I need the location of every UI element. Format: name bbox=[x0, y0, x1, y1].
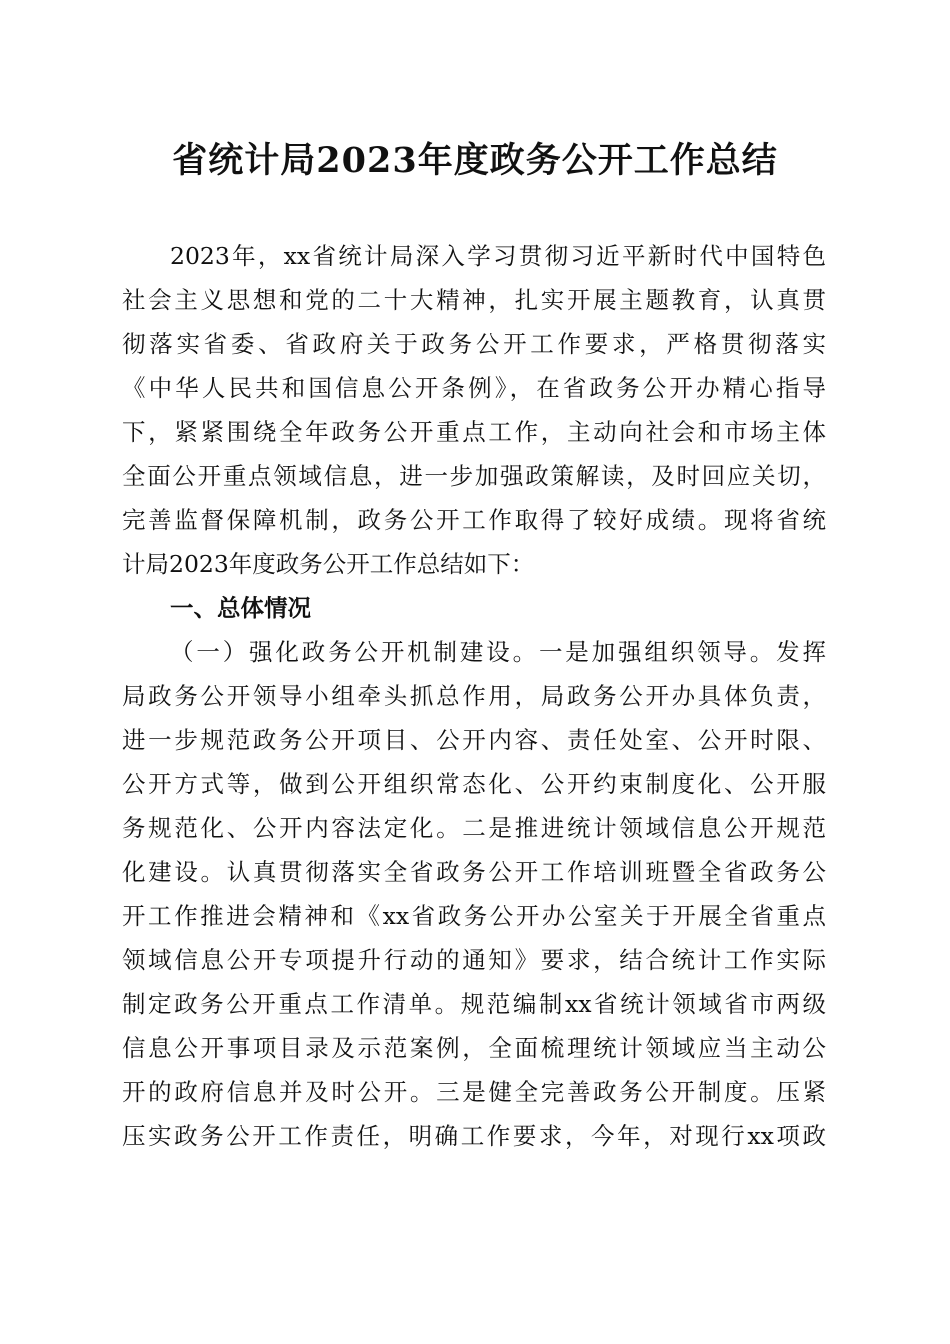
paragraph-line: 局政务公开领导小组牵头抓总作用，局政务公开办具体负责， bbox=[122, 682, 826, 710]
paragraph-line: 信息公开事项目录及示范案例，全面梳理统计领域应当主动公 bbox=[122, 1034, 826, 1062]
paragraph-line: 公开方式等，做到公开组织常态化、公开约束制度化、公开服 bbox=[122, 770, 826, 798]
paragraph-line: 进一步规范政务公开项目、公开内容、责任处室、公开时限、 bbox=[122, 726, 826, 754]
paragraph-line: 计局2023年度政务公开工作总结如下： bbox=[122, 550, 535, 578]
paragraph-line: 《中华人民共和国信息公开条例》，在省政务公开办精心指导 bbox=[122, 374, 826, 402]
section-heading: 一、总体情况 bbox=[170, 594, 311, 622]
paragraph-line: 压实政务公开工作责任，明确工作要求，今年，对现行xx项政 bbox=[122, 1122, 826, 1150]
paragraph-line: 完善监督保障机制，政务公开工作取得了较好成绩。现将省统 bbox=[122, 506, 826, 534]
document-title: 省统计局2023年度政务公开工作总结 bbox=[172, 140, 778, 181]
paragraph-line: 全面公开重点领域信息，进一步加强政策解读，及时回应关切， bbox=[122, 462, 826, 490]
paragraph-line: 开工作推进会精神和《xx省政务公开办公室关于开展全省重点 bbox=[122, 902, 826, 930]
paragraph-line: 务规范化、公开内容法定化。二是推进统计领域信息公开规范 bbox=[122, 814, 826, 842]
paragraph-line: 制定政务公开重点工作清单。规范编制xx省统计领域省市两级 bbox=[122, 990, 826, 1018]
paragraph-line: 下，紧紧围绕全年政务公开重点工作，主动向社会和市场主体 bbox=[122, 418, 826, 446]
paragraph-line: 化建设。认真贯彻落实全省政务公开工作培训班暨全省政务公 bbox=[122, 858, 826, 886]
paragraph-line: 领域信息公开专项提升行动的通知》要求，结合统计工作实际 bbox=[122, 946, 826, 974]
paragraph-line: 2023年，xx省统计局深入学习贯彻习近平新时代中国特色 bbox=[170, 242, 826, 270]
paragraph-line: （一）强化政务公开机制建设。一是加强组织领导。发挥 bbox=[170, 638, 826, 666]
paragraph-line: 社会主义思想和党的二十大精神，扎实开展主题教育，认真贯 bbox=[122, 286, 826, 314]
paragraph-line: 彻落实省委、省政府关于政务公开工作要求，严格贯彻落实 bbox=[122, 330, 826, 358]
paragraph-line: 开的政府信息并及时公开。三是健全完善政务公开制度。压紧 bbox=[122, 1078, 826, 1106]
